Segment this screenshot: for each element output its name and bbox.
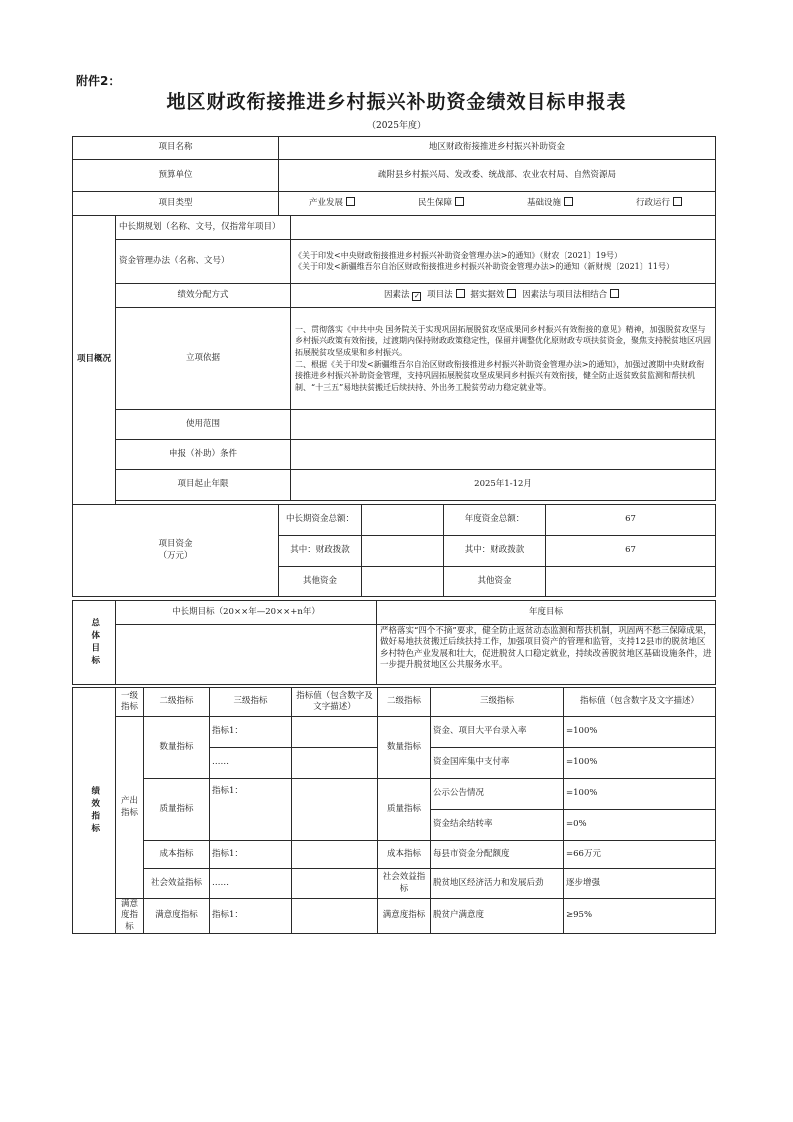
project-name-label: 项目名称: [73, 137, 279, 160]
condition-value: [291, 440, 716, 470]
long-goal-label: 中长期目标（20××年—20××+n年）: [116, 601, 377, 625]
checkbox-icon[interactable]: [610, 289, 619, 298]
output-label: 产出指标: [116, 717, 144, 899]
left-value: [292, 717, 378, 748]
period-value: 2025年1-12月: [291, 470, 716, 501]
year-fiscal-value: 67: [546, 536, 716, 567]
goals-label: 总体目标: [73, 601, 116, 685]
checkbox-icon[interactable]: [564, 197, 573, 206]
header-value: 指标值（包含数字及文字描述）: [292, 688, 378, 717]
year-goal-text: 严格落实“四个不摘”要求，健全防止返贫动态监测和帮扶机制，巩固两不愁三保障成果，做好易地扶贫搬迁后续扶持工作，加强项目资产的管理和监管，支持12县市的脱贫地区乡村特色产业发展和壮大，促进脱贫人口稳定就业，持续改善脱贫地区基础设施条件，进一步提升脱贫地区公共服务水平。: [377, 625, 716, 685]
year-other-label: 其他资金: [444, 567, 546, 597]
plan-label: 中长期规划（名称、文号，仅指常年项目）: [116, 216, 291, 240]
satisfaction-row-name: 脱贫户满意度: [431, 899, 564, 934]
basis-label: 立项依据: [116, 308, 291, 410]
social-label-right: 社会效益指标: [378, 869, 431, 899]
distribution-label: 绩效分配方式: [116, 284, 291, 308]
quality-row-value: =100%: [564, 779, 716, 810]
social-label: 社会效益指标: [144, 869, 210, 899]
quality-row-value: =0%: [564, 810, 716, 841]
social-row-name: 脱贫地区经济活力和发展后劲: [431, 869, 564, 899]
header-level2: 二级指标: [144, 688, 210, 717]
cost-row-name: 每县市资金分配额度: [431, 841, 564, 869]
basis-text: 一、贯彻落实《中共中央 国务院关于实现巩固拓展脱贫攻坚成果同乡村振兴有效衔接的意见》精神，加强脱贫攻坚与乡村振兴政策有效衔接，过渡期内保持财政政策稳定性，保留并调整优化原财政专项扶贫资金，聚焦支持脱贫地区巩固拓展脱贫攻坚成果和乡村振兴。 二、根据《关于印发<新疆维吾尔自治区财政衔接推进乡村振兴补助资金管理办法>的通知》，加强过渡期中央财政衔接推进乡村振兴补助资金管理，支持巩固拓展脱贫攻坚成果同乡村振兴有效衔接，健全防止返贫致贫监测和帮扶机制、“十三五”易地扶贫搬迁后续扶持、外出务工脱贫劳动力稳定就业等。: [291, 308, 716, 410]
year-total-value: 67: [546, 505, 716, 536]
quantity-row-name: 资金、项目大平台录入率: [431, 717, 564, 748]
year-fiscal-label: 其中：财政拨款: [444, 536, 546, 567]
satisfaction-label: 满意度指标: [144, 899, 210, 934]
checkbox-icon[interactable]: [507, 289, 516, 298]
plan-value: [291, 216, 716, 240]
header-level3-right: 三级指标: [431, 688, 564, 717]
indicators-table: [72, 687, 716, 934]
long-other-value: [362, 567, 444, 597]
long-total-label: 中长期资金总额：: [279, 505, 362, 536]
long-other-label: 其他资金: [279, 567, 362, 597]
long-goal-text: [116, 625, 377, 685]
left-indicator: 指标1：: [210, 899, 292, 934]
checkbox-icon[interactable]: [346, 197, 355, 206]
header-level1: 一级指标: [116, 688, 144, 717]
left-indicator: ……: [210, 869, 292, 899]
long-total-value: [362, 505, 444, 536]
form-title: 地区财政衔接推进乡村振兴补助资金绩效目标申报表: [166, 91, 627, 113]
left-value: [292, 869, 378, 899]
quantity-row-value: =100%: [564, 748, 716, 779]
left-value: [292, 779, 378, 841]
long-fiscal-value: [362, 536, 444, 567]
year-total-label: 年度资金总额：: [444, 505, 546, 536]
left-indicator: 指标1：: [210, 717, 292, 748]
project-name-value: 地区财政衔接推进乡村振兴补助资金: [279, 137, 716, 160]
cost-label-right: 成本指标: [378, 841, 431, 869]
checkbox-icon[interactable]: [455, 197, 464, 206]
scope-value: [291, 410, 716, 440]
checked-box-icon[interactable]: ✓: [414, 292, 420, 301]
overview-label: 项目概况: [73, 216, 116, 505]
left-indicator: ……: [210, 748, 292, 779]
cost-label: 成本指标: [144, 841, 210, 869]
period-label: 项目起止年限: [116, 470, 291, 501]
type-option[interactable]: 民生保障: [418, 197, 467, 209]
quality-row-name: 资金结余结转率: [431, 810, 564, 841]
quantity-row-name: 资金国库集中支付率: [431, 748, 564, 779]
header-level3: 三级指标: [210, 688, 292, 717]
left-value: [292, 748, 378, 779]
goals-table: [72, 600, 716, 685]
quantity-label-right: 数量指标: [378, 717, 431, 779]
left-value: [292, 899, 378, 934]
satisfaction-group-label: 满意度指标: [116, 899, 144, 934]
funds-label: 项目资金 （万元）: [73, 505, 279, 597]
left-indicator: 指标1：: [210, 841, 292, 869]
form-year: （2025年度）: [367, 121, 426, 131]
budget-unit-label: 预算单位: [73, 160, 279, 192]
cost-row-value: =66万元: [564, 841, 716, 869]
quantity-row-value: =100%: [564, 717, 716, 748]
fund-method-label: 资金管理办法（名称、文号）: [116, 240, 291, 284]
year-goal-label: 年度目标: [377, 601, 716, 625]
quality-label-right: 质量指标: [378, 779, 431, 841]
long-fiscal-label: 其中：财政拨款: [279, 536, 362, 567]
left-value: [292, 841, 378, 869]
attachment-label: 附件2：: [76, 74, 121, 88]
budget-unit-value: 疏附县乡村振兴局、发改委、统战部、农业农村局、自然资源局: [279, 160, 716, 192]
indicators-label: 绩效指标: [73, 688, 116, 934]
type-option[interactable]: 行政运行: [636, 197, 685, 209]
social-row-value: 逐步增强: [564, 869, 716, 899]
left-indicator: 指标1：: [210, 779, 292, 841]
header-value-right: 指标值（包含数字及文字描述）: [564, 688, 716, 717]
project-type-options: [279, 192, 716, 216]
basic-info-table: [72, 136, 716, 597]
quality-row-name: 公示公告情况: [431, 779, 564, 810]
condition-label: 申报（补助）条件: [116, 440, 291, 470]
quantity-label: 数量指标: [144, 717, 210, 779]
scope-label: 使用范围: [116, 410, 291, 440]
fund-method-value: 《关于印发<中央财政衔接推进乡村振兴补助资金管理办法>的通知》（财农〔2021〕19号） 《关于印发<新疆维吾尔自治区财政衔接推进乡村振兴补助资金管理办法>的通知（新财规〔2021〕11号）: [291, 240, 716, 284]
checkbox-icon[interactable]: [673, 197, 682, 206]
year-other-value: [546, 567, 716, 597]
satisfaction-row-value: ≥95%: [564, 899, 716, 934]
project-type-label: 项目类型: [73, 192, 279, 216]
checkbox-icon[interactable]: [456, 289, 465, 298]
quality-label: 质量指标: [144, 779, 210, 841]
header-level2-right: 二级指标: [378, 688, 431, 717]
type-option[interactable]: 产业发展: [309, 197, 358, 209]
satisfaction-label-right: 满意度指标: [378, 899, 431, 934]
type-option[interactable]: 基础设施: [527, 197, 576, 209]
distribution-options: 因素法 ✓ 项目法 据实据效 因素法与项目法相结合: [291, 284, 716, 308]
